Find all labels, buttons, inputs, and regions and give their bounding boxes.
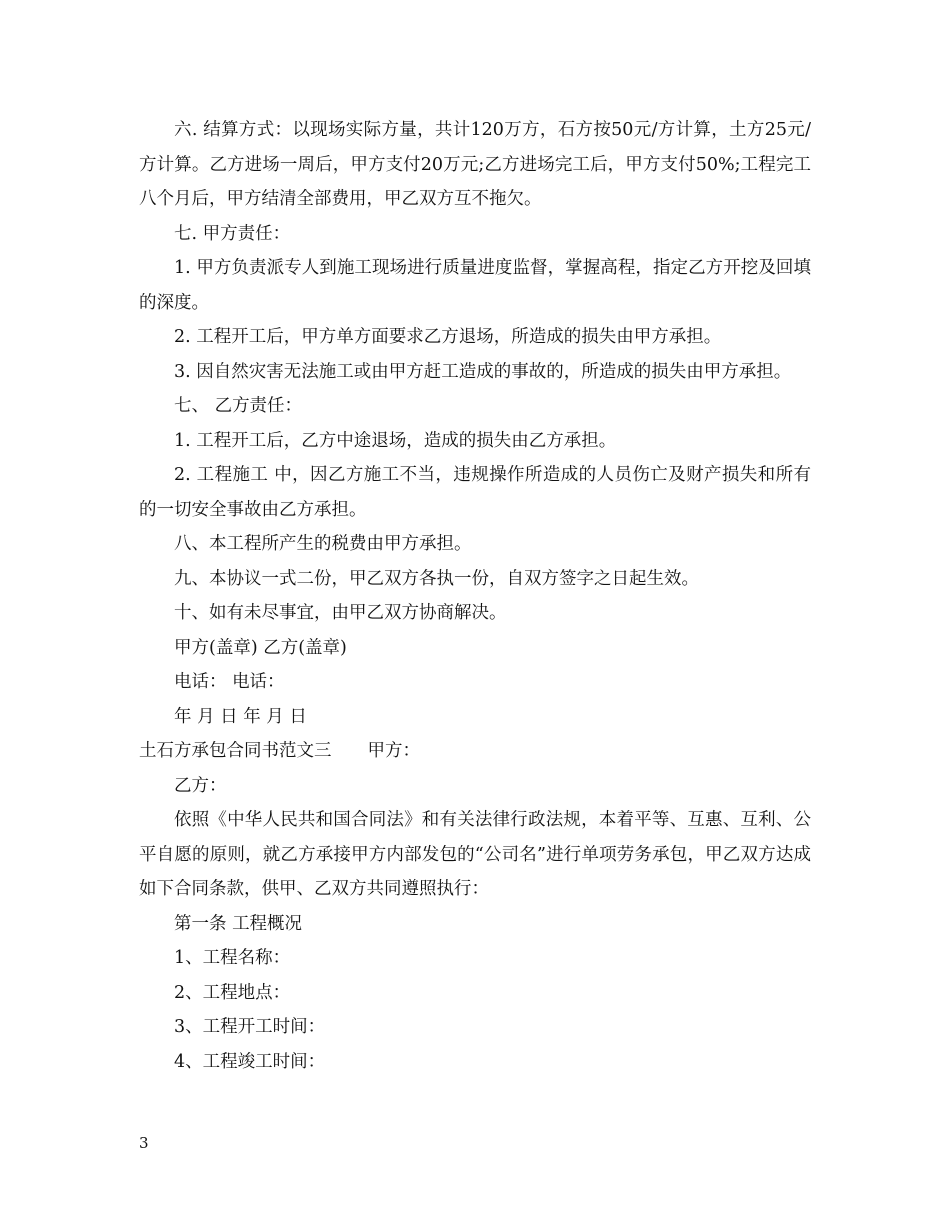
section-heading: 土石方承包合同书范文三 — [139, 741, 332, 761]
document-body — [139, 113, 811, 1079]
paragraph-copies: 九、本协议一式二份，甲乙双方各执一份，自双方签字之日起生效。 — [174, 568, 699, 589]
section-heading-line — [139, 734, 811, 769]
paragraph-settlement: 六. 结算方式：以现场实际方量，共计120万方，石方按50元/方计算，土方25元/方计算。乙方进场一周后，甲方支付20万元;乙方进场完工后，甲方支付50%;工程完工八个月后，甲方结清全部费用，甲乙双方互不拖欠。 — [139, 120, 811, 209]
page-number: 3 — [139, 1134, 149, 1152]
signature-date-line: 年 月 日 年 月 日 — [174, 706, 307, 727]
paragraph-party-a-item-3: 3. 因自然灾害无法施工或由甲方赶工造成的事故的，所造成的损失由甲方承担。 — [174, 361, 792, 382]
paragraph-unresolved: 十、如有未尽事宜，由甲乙双方协商解决。 — [174, 603, 507, 623]
article-1-heading: 第一条 工程概况 — [174, 913, 303, 934]
paragraph-tax: 八、本工程所产生的税费由甲方承担。 — [174, 534, 472, 554]
project-location-line: 2、工程地点： — [174, 982, 291, 1003]
project-name-line: 1、工程名称： — [174, 948, 291, 968]
party-b-line: 乙方： — [174, 775, 227, 796]
paragraph-preamble: 依照《中华人民共和国合同法》和有关法律行政法规，本着平等、互惠、互利、公平自愿的原则，就乙方承接甲方内部发包的“公司名”进行单项劳务承包，甲乙双方达成如下合同条款，供甲、乙双方共同遵照执行： — [139, 810, 811, 899]
paragraph-party-b-item-1: 1. 工程开工后，乙方中途退场，造成的损失由乙方承担。 — [174, 430, 617, 451]
heading-party-b-responsibility: 七、 乙方责任： — [174, 396, 303, 416]
paragraph-party-b-item-2: 2. 工程施工 中，因乙方施工不当，违规操作所造成的人员伤亡及财产损失和所有的一切安全事故由乙方承担。 — [139, 465, 811, 520]
paragraph-party-a-item-1: 1. 甲方负责派专人到施工现场进行质量进度监督，掌握高程，指定乙方开挖及回填的深度。 — [139, 258, 811, 313]
project-start-line: 3、工程开工时间： — [174, 1017, 326, 1037]
paragraph-party-a-item-2: 2. 工程开工后，甲方单方面要求乙方退场，所造成的损失由甲方承担。 — [174, 327, 722, 347]
signature-seal-line: 甲方(盖章) 乙方(盖章) — [174, 637, 347, 658]
project-completion-line: 4、工程竣工时间： — [174, 1051, 326, 1072]
signature-phone-line: 电话： 电话： — [174, 672, 285, 692]
heading-party-a-responsibility: 七. 甲方责任： — [174, 223, 291, 244]
heading-party-a: 甲方： — [367, 741, 420, 761]
